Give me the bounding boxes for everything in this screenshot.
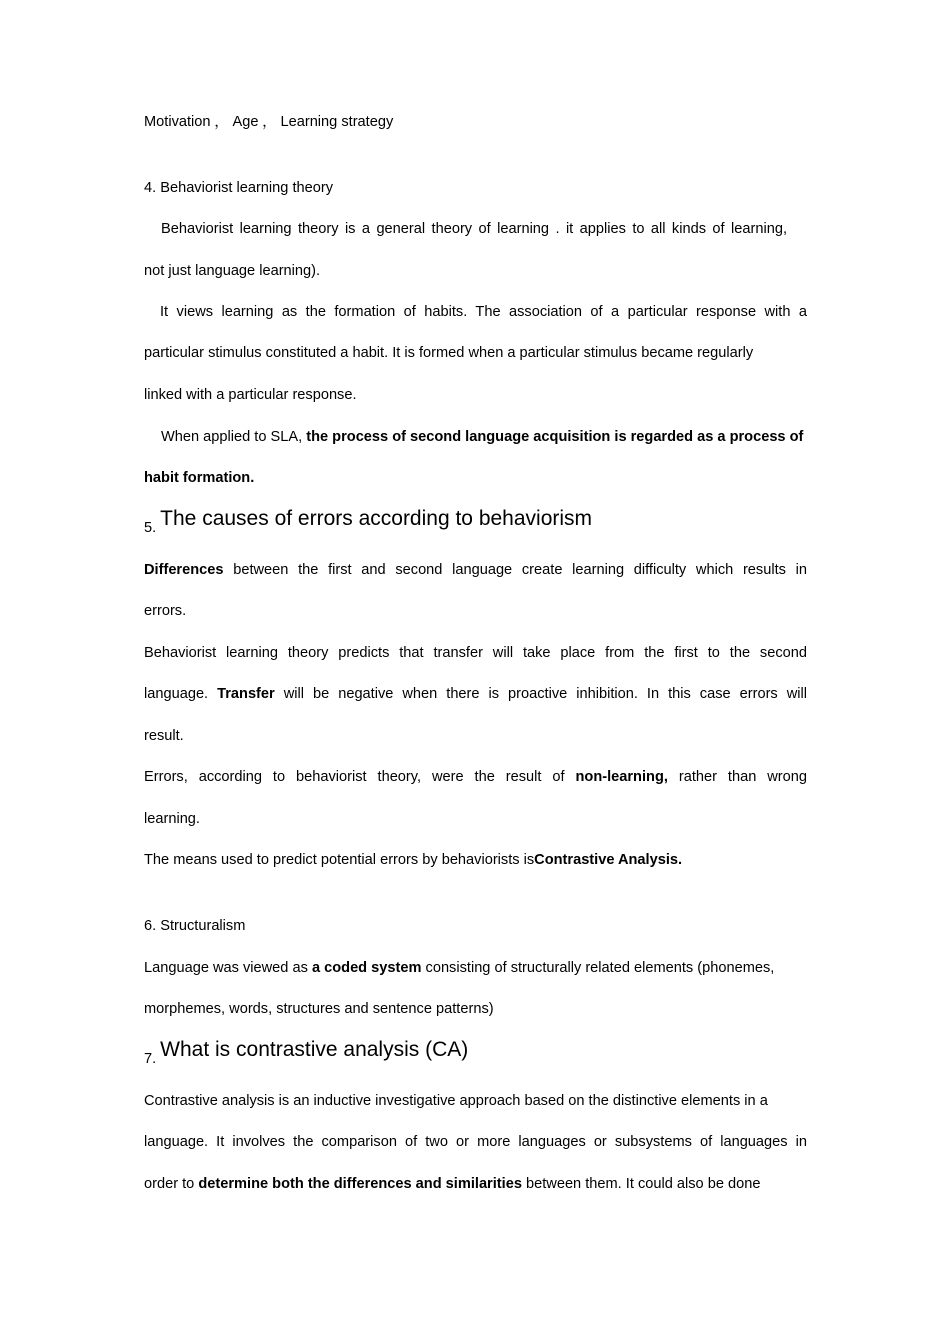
- transfer-rest: will be negative when there is proactive inhibition. In this case errors will: [283, 686, 807, 702]
- coded-system-rest: consisting of structurally related elements (phonemes,: [425, 960, 775, 976]
- section6-paragraph1-line2: morphemes, words, structures and sentence patterns): [144, 1001, 494, 1017]
- factor-learning-strategy: Learning strategy: [280, 114, 394, 130]
- section7-paragraph1-line2: language. It involves the comparison of two or more languages or subsystems of languages in: [144, 1134, 807, 1150]
- contrastive-analysis-bold: Contrastive Analysis.: [534, 852, 683, 868]
- section4-paragraph3-line1: [161, 427, 807, 447]
- section7-heading: [144, 1035, 807, 1067]
- errors-rest: rather than wrong: [678, 769, 807, 785]
- language-viewed-intro: Language was viewed as: [144, 960, 308, 976]
- differences-bold: Differences: [144, 562, 224, 578]
- section5-paragraph4: [144, 850, 807, 870]
- section7-number: 7.: [144, 1051, 157, 1067]
- section6-heading: 6. Structuralism: [144, 918, 246, 934]
- section5-heading: [144, 504, 807, 536]
- section5-paragraph2-line1: Behaviorist learning theory predicts that transfer will take place from the first to the second: [144, 645, 807, 661]
- section4-paragraph1-line2: not just language learning).: [144, 263, 321, 279]
- section5-title: The causes of errors according to behaviorism: [160, 507, 593, 530]
- section5-paragraph1-line2: errors.: [144, 603, 187, 619]
- between-them-rest: between them. It could also be done: [526, 1176, 761, 1192]
- section4-paragraph2-line2: particular stimulus constituted a habit. It is formed when a particular stimulus became regularly: [144, 345, 754, 361]
- section4-paragraph1-line1: Behaviorist learning theory is a general theory of learning . it applies to all kinds of learning,: [161, 221, 787, 237]
- section7-paragraph1-line1: Contrastive analysis is an inductive investigative approach based on the distinctive elements in a: [144, 1093, 768, 1109]
- factor-motivation: Motivation: [144, 114, 211, 130]
- non-learning-bold: non-learning,: [575, 769, 668, 785]
- section5-paragraph2-line2: [144, 684, 807, 704]
- section6-paragraph1-line1: [144, 958, 807, 978]
- differences-similarities-bold: determine both the differences and similarities: [198, 1176, 522, 1192]
- section7-paragraph1-line3: [144, 1174, 807, 1194]
- errors-intro: Errors, according to behaviorist theory, were the result of: [144, 769, 565, 785]
- factors-line: [144, 112, 807, 132]
- factor-age: Age: [232, 114, 259, 130]
- order-to: order to: [144, 1176, 195, 1192]
- sla-bold-statement: the process of second language acquisition is regarded as a process of: [306, 429, 804, 445]
- differences-rest: between the first and second language create learning difficulty which results in: [233, 562, 807, 578]
- section5-number: 5.: [144, 520, 157, 536]
- coded-system-bold: a coded system: [311, 960, 422, 976]
- section4-paragraph3-line2: habit formation.: [144, 470, 255, 486]
- separator: ，: [214, 114, 229, 130]
- section4-paragraph2-line1: It views learning as the formation of habits. The association of a particular response with a: [160, 304, 807, 320]
- sla-intro: When applied to SLA,: [161, 429, 303, 445]
- section5-paragraph1-line1: [144, 560, 807, 580]
- means-intro: The means used to predict potential errors by behaviorists is: [144, 852, 535, 868]
- section5-paragraph3-line1: [144, 767, 807, 787]
- transfer-bold: Transfer: [217, 686, 275, 702]
- language-word: language.: [144, 686, 209, 702]
- section4-heading: 4. Behaviorist learning theory: [144, 180, 334, 196]
- section5-paragraph2-line3: result.: [144, 728, 184, 744]
- separator: ，: [262, 114, 277, 130]
- section7-title: What is contrastive analysis (CA): [160, 1038, 469, 1061]
- section4-paragraph2-line3: linked with a particular response.: [144, 387, 357, 403]
- section5-paragraph3-line2: learning.: [144, 811, 200, 827]
